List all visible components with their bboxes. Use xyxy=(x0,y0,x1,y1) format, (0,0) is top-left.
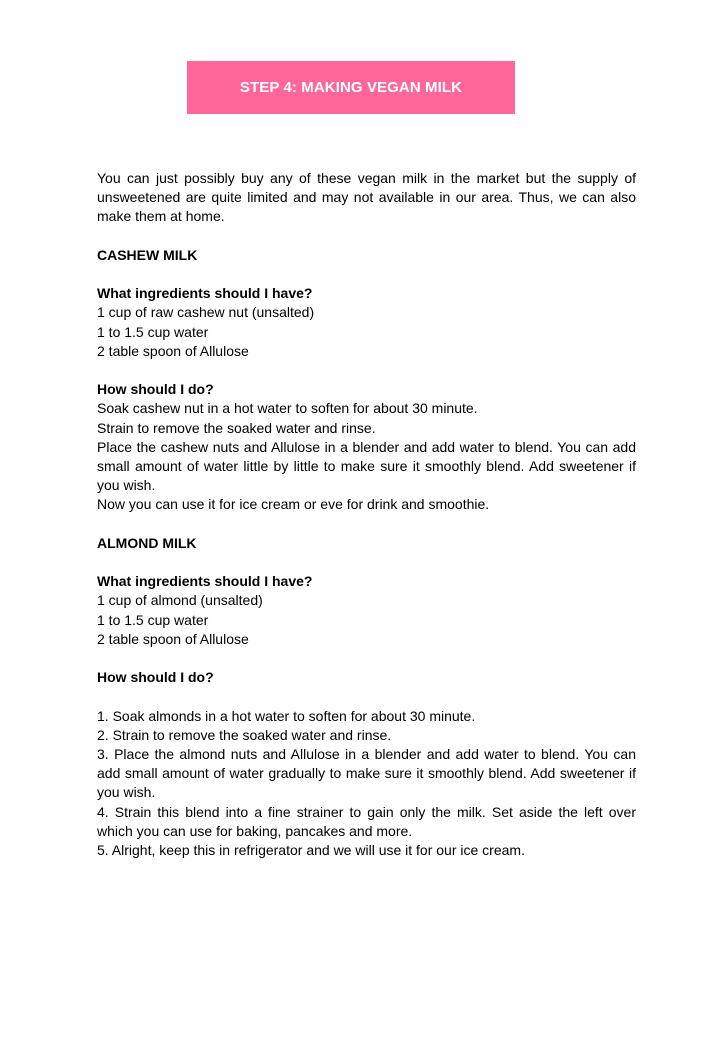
step-item: 2. Strain to remove the soaked water and rinse. xyxy=(97,726,392,743)
section-almond-milk xyxy=(97,534,636,860)
steps-heading: How should I do? xyxy=(97,381,214,398)
spacer xyxy=(97,265,636,284)
step-banner xyxy=(187,61,515,114)
ingredient-item: 1 cup of almond (unsalted) xyxy=(97,592,263,609)
step-item: 4. Strain this blend into a fine strainer to gain only the milk. Set aside the left over which you can use for baking, pancakes and more. xyxy=(97,803,636,839)
ingredient-item: 1 cup of raw cashew nut (unsalted) xyxy=(97,304,315,321)
section-heading: ALMOND MILK xyxy=(97,534,197,551)
document-body xyxy=(97,169,636,860)
section-heading: CASHEW MILK xyxy=(97,246,198,263)
spacer xyxy=(97,687,636,706)
spacer xyxy=(97,515,636,534)
spacer xyxy=(97,553,636,572)
steps-heading: How should I do? xyxy=(97,669,214,686)
step-item: Place the cashew nuts and Allulose in a blender and add water to blend. You can add small amount of water little by little to make sure it smoothly blend. Add sweetener if you wish. xyxy=(97,438,636,494)
page-title: STEP 4: MAKING VEGAN MILK xyxy=(239,79,463,96)
intro-paragraph: You can just possibly buy any of these vegan milk in the market but the supply of unsweetened are quite limited and may not available in our area. Thus, we can also make them at home. xyxy=(97,170,636,225)
section-cashew-milk xyxy=(97,246,636,515)
ingredient-item: 2 table spoon of Allulose xyxy=(97,342,249,359)
step-item: Now you can use it for ice cream or eve for drink and smoothie. xyxy=(97,496,490,513)
spacer xyxy=(97,649,636,668)
spacer xyxy=(97,361,636,380)
step-item: 1. Soak almonds in a hot water to soften for about 30 minute. xyxy=(97,707,476,724)
step-item: 3. Place the almond nuts and Allulose in a blender and add water to blend. You can add small amount of water gradually to make sure it smoothly blend. Add sweetener if you wish. xyxy=(97,745,636,801)
ingredients-heading: What ingredients should I have? xyxy=(97,285,313,302)
step-item: Soak cashew nut in a hot water to soften for about 30 minute. xyxy=(97,400,478,417)
ingredient-item: 1 to 1.5 cup water xyxy=(97,611,209,628)
ingredient-item: 2 table spoon of Allulose xyxy=(97,630,249,647)
ingredient-item: 1 to 1.5 cup water xyxy=(97,323,209,340)
spacer xyxy=(97,227,636,246)
step-item: 5. Alright, keep this in refrigerator and we will use it for our ice cream. xyxy=(97,842,525,858)
step-item: Strain to remove the soaked water and rinse. xyxy=(97,419,376,436)
ingredients-heading: What ingredients should I have? xyxy=(97,573,313,590)
